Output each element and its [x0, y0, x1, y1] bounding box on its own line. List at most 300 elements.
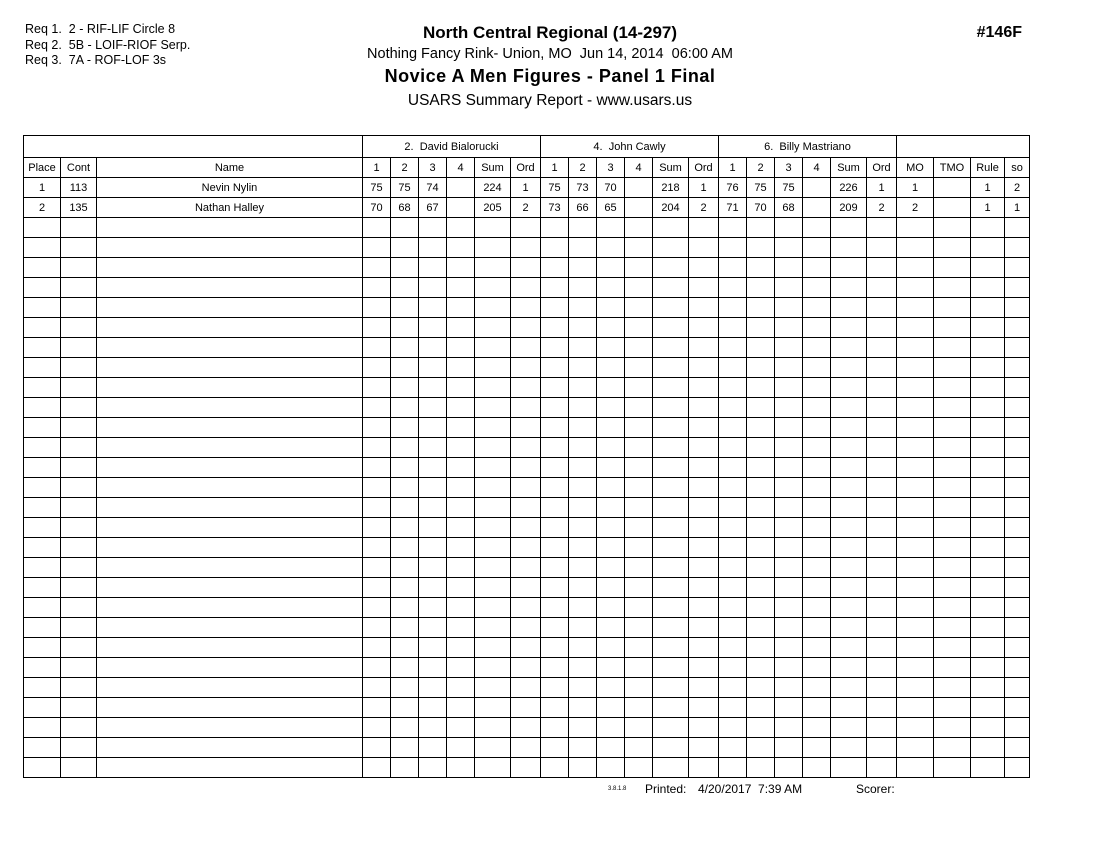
judge1-score1-cell [363, 258, 391, 278]
so-cell [1005, 718, 1030, 738]
judge2-ord-cell [689, 378, 719, 398]
col-header-judge3-2: 2 [747, 158, 775, 178]
judge3-sum-cell [831, 498, 867, 518]
judge3-score3-cell [775, 458, 803, 478]
judge1-sum-cell [475, 378, 511, 398]
judge1-score3-cell [419, 558, 447, 578]
place-cell [24, 438, 61, 458]
judge3-score4-cell [803, 538, 831, 558]
judge3-score1-cell [719, 438, 747, 458]
judge3-score4-cell [803, 758, 831, 778]
empty-row [24, 258, 1030, 278]
rule-cell [971, 458, 1005, 478]
rule-cell [971, 638, 1005, 658]
judge3-score1-cell: 71 [719, 198, 747, 218]
judge3-score3-cell [775, 598, 803, 618]
scorer-label: Scorer: [856, 782, 895, 796]
cont-cell [61, 738, 97, 758]
so-cell [1005, 418, 1030, 438]
cont-cell [61, 638, 97, 658]
name-cell [97, 218, 363, 238]
judge1-score1-cell [363, 298, 391, 318]
judge3-score3-cell [775, 618, 803, 638]
judge2-score3-cell [597, 478, 625, 498]
report-type-line: USARS Summary Report - www.usars.us [407, 92, 693, 109]
judge2-score1-cell [541, 658, 569, 678]
judge1-score2-cell [391, 658, 419, 678]
judge3-score1-cell [719, 478, 747, 498]
judge3-score1-cell: 76 [719, 178, 747, 198]
name-cell [97, 358, 363, 378]
judge1-ord-cell [511, 418, 541, 438]
judge2-score1-cell [541, 438, 569, 458]
tmo-cell [934, 498, 971, 518]
judge2-sum-cell [653, 398, 689, 418]
place-cell [24, 298, 61, 318]
judge2-score4-cell [625, 278, 653, 298]
judge2-ord-cell [689, 338, 719, 358]
judge1-score3-cell [419, 478, 447, 498]
judge2-score3-cell [597, 498, 625, 518]
judge2-sum-cell [653, 578, 689, 598]
judge3-score1-cell [719, 738, 747, 758]
judge2-score1-cell [541, 478, 569, 498]
tmo-cell [934, 378, 971, 398]
rule-cell [971, 658, 1005, 678]
judge1-score3-cell: 67 [419, 198, 447, 218]
judge3-sum-cell [831, 738, 867, 758]
cont-cell [61, 578, 97, 598]
mo-cell [897, 478, 934, 498]
judge3-sum-cell [831, 638, 867, 658]
judge1-score1-cell [363, 238, 391, 258]
judge3-score1-cell [719, 618, 747, 638]
judge3-score3-cell [775, 238, 803, 258]
judge1-score3-cell [419, 358, 447, 378]
mo-cell [897, 518, 934, 538]
judge2-score4-cell [625, 378, 653, 398]
so-cell [1005, 738, 1030, 758]
judge3-score3-cell [775, 258, 803, 278]
judge2-score4-cell [625, 458, 653, 478]
judge1-sum-cell [475, 278, 511, 298]
tmo-cell [934, 398, 971, 418]
col-header-judge2-4: 4 [625, 158, 653, 178]
place-cell [24, 558, 61, 578]
judge2-ord-cell [689, 218, 719, 238]
judge2-score1-cell [541, 418, 569, 438]
mo-cell [897, 378, 934, 398]
cont-cell [61, 318, 97, 338]
judge1-score4-cell [447, 278, 475, 298]
tmo-cell [934, 178, 971, 198]
judge1-score1-cell [363, 478, 391, 498]
name-cell [97, 698, 363, 718]
so-cell [1005, 398, 1030, 418]
judge3-ord-cell [867, 238, 897, 258]
rule-cell: 1 [971, 178, 1005, 198]
rule-cell [971, 678, 1005, 698]
place-cell [24, 398, 61, 418]
judge3-score1-cell [719, 718, 747, 738]
col-header-judge3-3: 3 [775, 158, 803, 178]
rule-cell [971, 318, 1005, 338]
judge1-score4-cell [447, 718, 475, 738]
judge3-ord-cell [867, 458, 897, 478]
judge3-score3-cell [775, 638, 803, 658]
judge-2-name-header: 4. John Cawly [541, 136, 719, 158]
judge2-score2-cell [569, 358, 597, 378]
judge3-score3-cell [775, 218, 803, 238]
judge3-score4-cell [803, 338, 831, 358]
judge1-score3-cell [419, 718, 447, 738]
judge1-sum-cell [475, 518, 511, 538]
judge1-sum-cell [475, 418, 511, 438]
judge1-ord-cell [511, 598, 541, 618]
rule-cell [971, 558, 1005, 578]
judge2-score2-cell [569, 218, 597, 238]
judge1-ord-cell [511, 658, 541, 678]
empty-row [24, 378, 1030, 398]
judge3-score2-cell [747, 618, 775, 638]
judge1-score1-cell [363, 658, 391, 678]
judge3-score4-cell [803, 578, 831, 598]
empty-row [24, 538, 1030, 558]
judge2-score3-cell [597, 318, 625, 338]
judge1-sum-cell [475, 758, 511, 778]
judge3-sum-cell [831, 558, 867, 578]
judge1-score1-cell [363, 378, 391, 398]
col-header-judge1-2: 2 [391, 158, 419, 178]
judge2-score3-cell [597, 458, 625, 478]
judge1-score4-cell [447, 538, 475, 558]
place-cell [24, 218, 61, 238]
cont-cell [61, 758, 97, 778]
judge3-score1-cell [719, 658, 747, 678]
judge2-score2-cell [569, 538, 597, 558]
name-cell: Nevin Nylin [97, 178, 363, 198]
judge2-score4-cell [625, 518, 653, 538]
judge1-ord-cell [511, 618, 541, 638]
judge1-score3-cell [419, 278, 447, 298]
judge1-score3-cell [419, 338, 447, 358]
judge3-score3-cell: 75 [775, 178, 803, 198]
judge1-score4-cell [447, 698, 475, 718]
judge3-score2-cell [747, 558, 775, 578]
cont-cell [61, 698, 97, 718]
judge2-score2-cell [569, 618, 597, 638]
judge1-score2-cell [391, 478, 419, 498]
mo-cell: 2 [897, 198, 934, 218]
judge2-sum-cell [653, 218, 689, 238]
judge1-score2-cell [391, 278, 419, 298]
judge1-score1-cell [363, 358, 391, 378]
rule-cell [971, 298, 1005, 318]
rule-cell [971, 358, 1005, 378]
so-cell [1005, 278, 1030, 298]
judge3-sum-cell [831, 518, 867, 538]
judge3-score3-cell: 68 [775, 198, 803, 218]
judge3-score3-cell [775, 378, 803, 398]
tmo-cell [934, 238, 971, 258]
judge3-score1-cell [719, 258, 747, 278]
mo-cell [897, 598, 934, 618]
cont-cell [61, 438, 97, 458]
judge2-score4-cell [625, 678, 653, 698]
judge1-score3-cell [419, 638, 447, 658]
rule-cell [971, 258, 1005, 278]
so-cell [1005, 498, 1030, 518]
tmo-cell [934, 758, 971, 778]
judge2-ord-cell [689, 678, 719, 698]
requirement-3: Req 3. 7A - ROF-LOF 3s [25, 53, 167, 67]
judge2-score2-cell [569, 458, 597, 478]
judge1-score4-cell [447, 378, 475, 398]
judge3-ord-cell [867, 758, 897, 778]
judge2-sum-cell: 218 [653, 178, 689, 198]
judge3-score2-cell [747, 438, 775, 458]
judge3-score4-cell [803, 698, 831, 718]
judge3-score1-cell [719, 698, 747, 718]
judge2-score2-cell [569, 478, 597, 498]
so-cell [1005, 658, 1030, 678]
judge1-score2-cell [391, 438, 419, 458]
so-cell [1005, 618, 1030, 638]
judge2-sum-cell [653, 298, 689, 318]
judge1-ord-cell [511, 578, 541, 598]
judge2-score1-cell [541, 558, 569, 578]
judge3-score4-cell [803, 298, 831, 318]
name-cell [97, 298, 363, 318]
mo-cell: 1 [897, 178, 934, 198]
name-cell [97, 598, 363, 618]
judge2-sum-cell [653, 678, 689, 698]
judge2-ord-cell: 2 [689, 198, 719, 218]
judge1-score1-cell [363, 538, 391, 558]
judge1-score2-cell [391, 618, 419, 638]
judge1-score3-cell [419, 378, 447, 398]
cont-cell [61, 478, 97, 498]
judge3-score4-cell [803, 438, 831, 458]
judge3-score2-cell: 75 [747, 178, 775, 198]
judge-header-left-spacer [24, 136, 363, 158]
judge2-score1-cell [541, 718, 569, 738]
judge3-score3-cell [775, 358, 803, 378]
judge1-score2-cell [391, 518, 419, 538]
judge3-ord-cell [867, 298, 897, 318]
judge2-ord-cell [689, 398, 719, 418]
judge3-sum-cell: 209 [831, 198, 867, 218]
judge1-score2-cell [391, 558, 419, 578]
judge2-score2-cell [569, 418, 597, 438]
judge2-ord-cell [689, 238, 719, 258]
judge1-sum-cell [475, 438, 511, 458]
so-cell [1005, 678, 1030, 698]
judge1-score1-cell [363, 498, 391, 518]
judge3-ord-cell [867, 738, 897, 758]
judge-1-name-header: 2. David Bialorucki [363, 136, 541, 158]
judge1-score1-cell [363, 218, 391, 238]
cont-cell [61, 378, 97, 398]
judge3-score3-cell [775, 398, 803, 418]
rule-cell [971, 538, 1005, 558]
judge2-ord-cell [689, 298, 719, 318]
empty-row [24, 218, 1030, 238]
judge3-score4-cell [803, 718, 831, 738]
judge2-score2-cell [569, 298, 597, 318]
rule-cell [971, 438, 1005, 458]
judge1-score4-cell [447, 578, 475, 598]
judge1-score1-cell [363, 338, 391, 358]
judge3-score3-cell [775, 498, 803, 518]
judge1-score2-cell [391, 418, 419, 438]
judge2-score3-cell [597, 758, 625, 778]
judge3-sum-cell [831, 478, 867, 498]
mo-cell [897, 638, 934, 658]
judge2-score1-cell [541, 498, 569, 518]
judge2-score3-cell [597, 278, 625, 298]
judge2-score4-cell [625, 178, 653, 198]
judge1-score1-cell [363, 318, 391, 338]
rule-cell [971, 758, 1005, 778]
cont-cell [61, 298, 97, 318]
col-header-place: Place [24, 158, 61, 178]
empty-row [24, 478, 1030, 498]
judge2-ord-cell [689, 618, 719, 638]
judge3-score4-cell [803, 498, 831, 518]
judge1-score1-cell: 75 [363, 178, 391, 198]
cont-cell [61, 398, 97, 418]
empty-row [24, 358, 1030, 378]
place-cell [24, 518, 61, 538]
judge2-score1-cell [541, 678, 569, 698]
judge3-score1-cell [719, 458, 747, 478]
judge3-score4-cell [803, 178, 831, 198]
judge3-sum-cell [831, 378, 867, 398]
judge2-sum-cell [653, 618, 689, 638]
judge1-score3-cell [419, 678, 447, 698]
mo-cell [897, 538, 934, 558]
judge2-score1-cell [541, 758, 569, 778]
name-cell [97, 678, 363, 698]
judge2-score3-cell [597, 418, 625, 438]
tmo-cell [934, 218, 971, 238]
judge3-sum-cell [831, 258, 867, 278]
judge2-score4-cell [625, 218, 653, 238]
cont-cell [61, 418, 97, 438]
so-cell [1005, 578, 1030, 598]
judge1-sum-cell [475, 358, 511, 378]
judge1-ord-cell [511, 478, 541, 498]
judge3-score2-cell [747, 218, 775, 238]
judge1-score3-cell [419, 298, 447, 318]
judge3-score2-cell [747, 298, 775, 318]
judge3-score2-cell [747, 238, 775, 258]
judge3-sum-cell [831, 278, 867, 298]
judge2-score4-cell [625, 418, 653, 438]
judge2-score3-cell [597, 258, 625, 278]
name-cell [97, 318, 363, 338]
place-cell [24, 678, 61, 698]
judge2-ord-cell [689, 738, 719, 758]
judge3-sum-cell [831, 298, 867, 318]
judge1-ord-cell [511, 438, 541, 458]
judge3-score4-cell [803, 238, 831, 258]
judge3-ord-cell [867, 658, 897, 678]
judge1-score3-cell [419, 218, 447, 238]
judge1-ord-cell [511, 278, 541, 298]
judge3-score1-cell [719, 318, 747, 338]
col-header-judge2-ord: Ord [689, 158, 719, 178]
judge3-score2-cell [747, 758, 775, 778]
judge2-score4-cell [625, 618, 653, 638]
judge1-score4-cell [447, 298, 475, 318]
judge1-sum-cell [475, 618, 511, 638]
so-cell [1005, 538, 1030, 558]
judge2-score4-cell [625, 258, 653, 278]
judge1-score1-cell [363, 518, 391, 538]
so-cell [1005, 298, 1030, 318]
judge1-sum-cell [475, 218, 511, 238]
mo-cell [897, 418, 934, 438]
software-version: 3.8.1.8 [608, 786, 627, 792]
judge2-score1-cell [541, 218, 569, 238]
mo-cell [897, 498, 934, 518]
judge1-score1-cell [363, 758, 391, 778]
judge1-score2-cell: 68 [391, 198, 419, 218]
judge3-score1-cell [719, 298, 747, 318]
judge3-ord-cell [867, 558, 897, 578]
judge1-ord-cell [511, 218, 541, 238]
empty-row [24, 398, 1030, 418]
judge1-score1-cell [363, 558, 391, 578]
name-cell [97, 418, 363, 438]
tmo-cell [934, 338, 971, 358]
judge3-score4-cell [803, 358, 831, 378]
tmo-cell [934, 558, 971, 578]
tmo-cell [934, 198, 971, 218]
rule-cell [971, 398, 1005, 418]
judge3-score2-cell [747, 478, 775, 498]
judge2-score4-cell [625, 558, 653, 578]
name-cell [97, 458, 363, 478]
judge1-score4-cell [447, 638, 475, 658]
judge1-score1-cell: 70 [363, 198, 391, 218]
place-cell [24, 578, 61, 598]
judge1-ord-cell [511, 398, 541, 418]
judge1-score2-cell [391, 258, 419, 278]
judge2-score4-cell [625, 738, 653, 758]
name-cell [97, 278, 363, 298]
judge3-score3-cell [775, 758, 803, 778]
judge1-sum-cell [475, 638, 511, 658]
judge3-score2-cell [747, 418, 775, 438]
judge1-score3-cell [419, 758, 447, 778]
mo-cell [897, 678, 934, 698]
cont-cell [61, 278, 97, 298]
judge2-score4-cell [625, 238, 653, 258]
tmo-cell [934, 698, 971, 718]
judge3-sum-cell [831, 598, 867, 618]
judge1-ord-cell [511, 538, 541, 558]
judge1-score3-cell [419, 538, 447, 558]
judge1-sum-cell [475, 678, 511, 698]
judge3-ord-cell [867, 438, 897, 458]
tmo-cell [934, 518, 971, 538]
judge2-score2-cell [569, 718, 597, 738]
place-cell [24, 418, 61, 438]
name-cell [97, 578, 363, 598]
